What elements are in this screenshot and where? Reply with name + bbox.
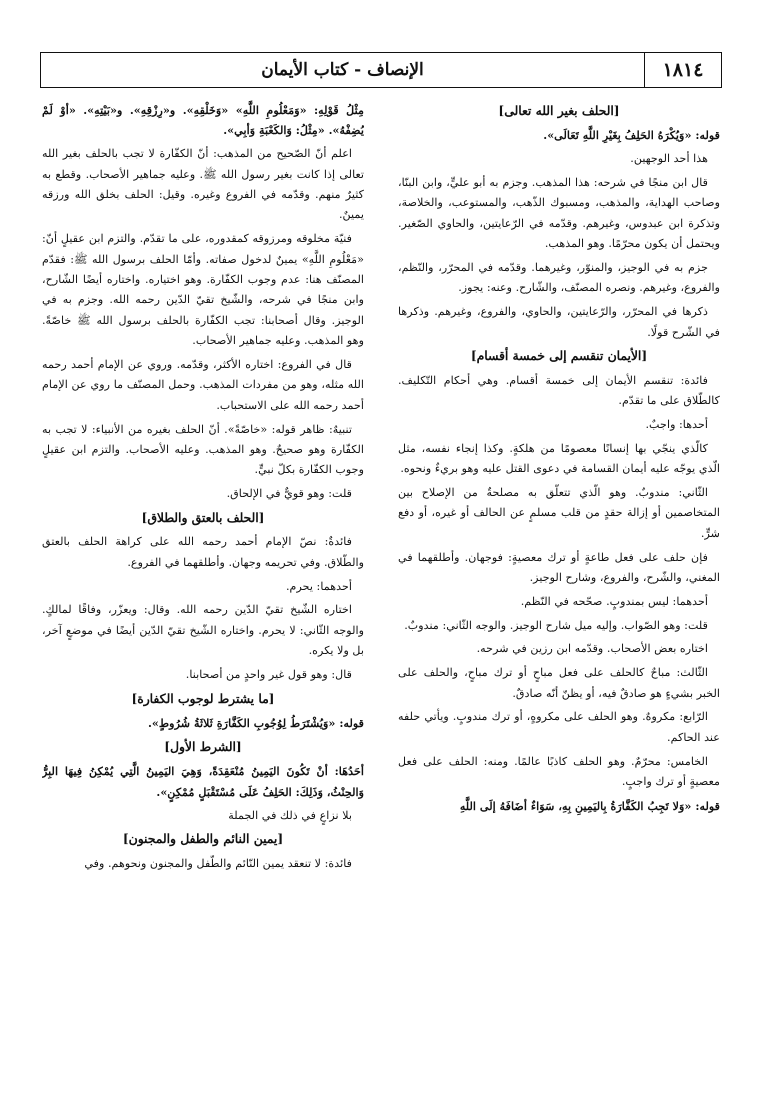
right-text-column <box>398 100 720 1092</box>
paragraph: اعلم أنّ الصّحيح من المذهب: أنّ الكفّارة لا تجب بالحلف بغير الله تعالى إذا كانت بغير رسول الله ﷺ. وعليه جماهير الأصحاب. وقطع به كثيرٌ منهم. وقدّمه في الفروع وغيره. وقيل: الحلف بخلق الله ورزقه يمينٌ. <box>42 147 364 222</box>
paragraph: أحدها: واجبٌ. <box>645 418 708 432</box>
quoted-text: مِثْلُ قَوْلِهِ: «وَمَعْلُومِ اللَّهِ» «وَخَلْقِهِ». و«رِزْقِهِ». و«بَيْتِهِ». «أوْ لَمْ يُضِفْهُ». «مِثْلُ: وَالكَعْبَةِ وَأبِي». <box>42 103 364 138</box>
paragraph: جزم به في الوجيز، والمنوّر، وغيرهما. وقدّمه في المحرّر، والنّظم، والفروع، وغيرهم. ونصره المصنّف، والشّارح. وعنه: يجوز. <box>398 261 720 295</box>
paragraph: الخامس: محرّمٌ. وهو الحلف كاذبًا عالمًا. ومنه: الحلف على فعل معصيةٍ أو ترك واجبٍ. <box>398 754 720 789</box>
paragraph: ذكرها في المحرّر، والرّعايتين، والحاوي، والفروع، وغيرهم. وذكرها في الشّرح قولًا. <box>398 305 720 339</box>
paragraph: أحدهما: ليس بمندوبٍ. صحّحه في النّظم. <box>520 594 708 608</box>
page-header <box>40 52 722 88</box>
quoted-text: قوله: «وَيُشْتَرَطُ لِوُجُوبِ الكَفَّارَةِ ثَلاثَةُ شُرُوطٍ». <box>147 716 364 731</box>
paragraph: فنيّة مخلوقه ومرزوقه كمقدوره، على ما تقدّم. والتزم ابن عقيلٍ أنّ: «مَعْلُومِ اللَّهِ» يمينٌ لدخول صفاته. وأمّا الحلف برسول الله ﷺ: فقدّم المصنّف هنا: عدم وجوب الكفّارة. وهو اختياره. واختاره أيضًا الشّارح، وابن منجًا في شرحه، والشّيخ تقيّ الدّين رحمه الله. وجزم به في الوجيز. وقال أصحابنا: تجب الكفّارة بالحلف برسول الله ﷺ خاصّةً. وهو المذهب. وعليه جماهير الأصحاب. <box>42 232 364 348</box>
section-heading: [الشرط الأول] <box>164 739 242 755</box>
section-heading: [ما يشترط لوجوب الكفارة] <box>131 690 275 706</box>
paragraph: قال: وهو قول غير واحدٍ من أصحابنا. <box>185 668 352 682</box>
paragraph: فائدة: تنقسم الأيمان إلى خمسة أقسام. وهي أحكام التّكليف. كالطّلاق على ما تقدّم. <box>398 373 720 408</box>
running-title: الإنصاف - كتاب الأيمان <box>261 60 424 80</box>
quoted-text: قوله: «وَلا تَجِبُ الكَفَّارَةُ بِاليَمِينِ بِهِ، سَوَاءٌ أضَافَهُ إلَى اللَّهِ <box>459 798 720 813</box>
paragraph: قلت: وهو الصّواب. وإليه ميل شارح الوجيز. والوجه الثّاني: مندوبٌ. <box>404 618 708 632</box>
paragraph: فائدةٌ: نصّ الإمام أحمد رحمه الله على كراهة الحلف بالعتق والطّلاق. وفي تحريمه وجهان. وأطلقهما في الفروع. <box>42 535 364 569</box>
quoted-text: أحَدُهَا: أنْ تَكُونَ اليَمِينُ مُنْعَقِدَةً، وَهِيَ اليَمِينُ الَّتِي يُمْكِنُ فِيهَا البِرُّ وَالحِنْثُ، وَذَلِكَ: الحَلِفُ عَلَى مُسْتَقْبَلٍ مُمْكِنٍ». <box>42 764 364 799</box>
paragraph: كالّذي ينجّي بها إنسانًا معصومًا من هلكةٍ. وكذا إنجاء نفسه، مثل الّذي يوجّه عليه أيمان القسامة في دعوى القتل عليه وهو بريءٌ ونحوه. <box>398 441 720 476</box>
left-text-column <box>42 100 364 1092</box>
paragraph: فائدة: لا تنعقد يمين النّائم والطّفل والمجنون ونحوهم. وفي <box>84 856 352 870</box>
paragraph: قال ابن منجًا في شرحه: هذا المذهب. وجزم به أبو عليٍّ، وابن البنّا، وصاحب الهداية، والمذهب، ومسبوك الذّهب، والمستوعب، والخلاصة، وتذكرة ابن عبدوس، وغيرهم. وقدّمه في الرّعايتين، والحاوي الصّغير. ويحتمل أن يكون محرّمًا. وهو المذهب. <box>398 176 720 251</box>
section-heading: [الحلف بغير الله تعالى] <box>498 103 620 118</box>
section-heading: [الأيمان تنقسم إلى خمسة أقسام] <box>470 348 648 364</box>
paragraph: اختاره الشّيخ تقيّ الدّين رحمه الله. وقال: ويعزّر، وفاقًا لمالكٍ. والوجه الثّاني: لا يحرم. واختاره الشّيخ تقيّ الدّين أيضًا في موضعٍ آخر، بل ولا يكره. <box>42 603 364 658</box>
paragraph: الثّاني: مندوبٌ. وهو الّذي تتعلّق به مصلحةٌ من الإصلاح بين المتخاصمين أو إزالة حقدٍ من قلب مسلمٍ عن الحالف أو غيره، أو دفع شرٍّ. <box>398 486 720 540</box>
section-heading: [الحلف بالعتق والطلاق] <box>141 510 265 526</box>
quoted-text: قوله: «وَيُكْرَهُ الحَلِفُ بِغَيْرِ اللَّهِ تَعَالَى». <box>543 128 720 143</box>
paragraph: اختاره بعض الأصحاب. وقدّمه ابن رزين في شرحه. <box>476 642 708 656</box>
paragraph: الثّالث: مباحٌ كالحلف على فعل مباحٍ أو ترك مباحٍ، والحلف على الخبر بشيءٍ هو صادقٌ فيه، أو يظنّ أنّه صادقٌ. <box>398 666 720 700</box>
paragraph: قلت: وهو قويٌّ في الإلحاق. <box>226 487 352 501</box>
paragraph: بلا نزاعٍ في ذلك في الجملة <box>228 808 352 822</box>
paragraph: تنبيهٌ: ظاهر قوله: «خاصّةً». أنّ الحلف بغيره من الأنبياء: لا تجب به الكفّارة وهو صحيحٌ. وهو المذهب. وعليه الأصحاب. والتزم ابن عقيلٍ وجوب الكفّارة بكلّ نبيٍّ. <box>42 422 364 477</box>
paragraph: أحدهما: يحرم. <box>286 579 352 593</box>
paragraph: الرّابع: مكروهٌ. وهو الحلف على مكروهٍ، أو ترك مندوبٍ. ويأتي حلفه عند الحاكم. <box>398 710 720 744</box>
page-number: ١٨١٤ <box>644 53 721 87</box>
section-heading: [يمين النائم والطفل والمجنون] <box>122 831 284 847</box>
paragraph: فإن حلف على فعل طاعةٍ أو ترك معصيةٍ: فوجهان. وأطلقهما في المغني، والشّرح، والفروع، وشارح الوجيز. <box>398 550 720 585</box>
paragraph: قال في الفروع: اختاره الأكثر، وقدّمه. وروي عن الإمام أحمد رحمه الله مثله، وهو من مفردات المذهب. وحمل المصنّف ما روي عن الإمام أحمد رحمه الله على الاستحباب. <box>42 358 364 412</box>
paragraph: هذا أحد الوجهين. <box>630 152 708 166</box>
